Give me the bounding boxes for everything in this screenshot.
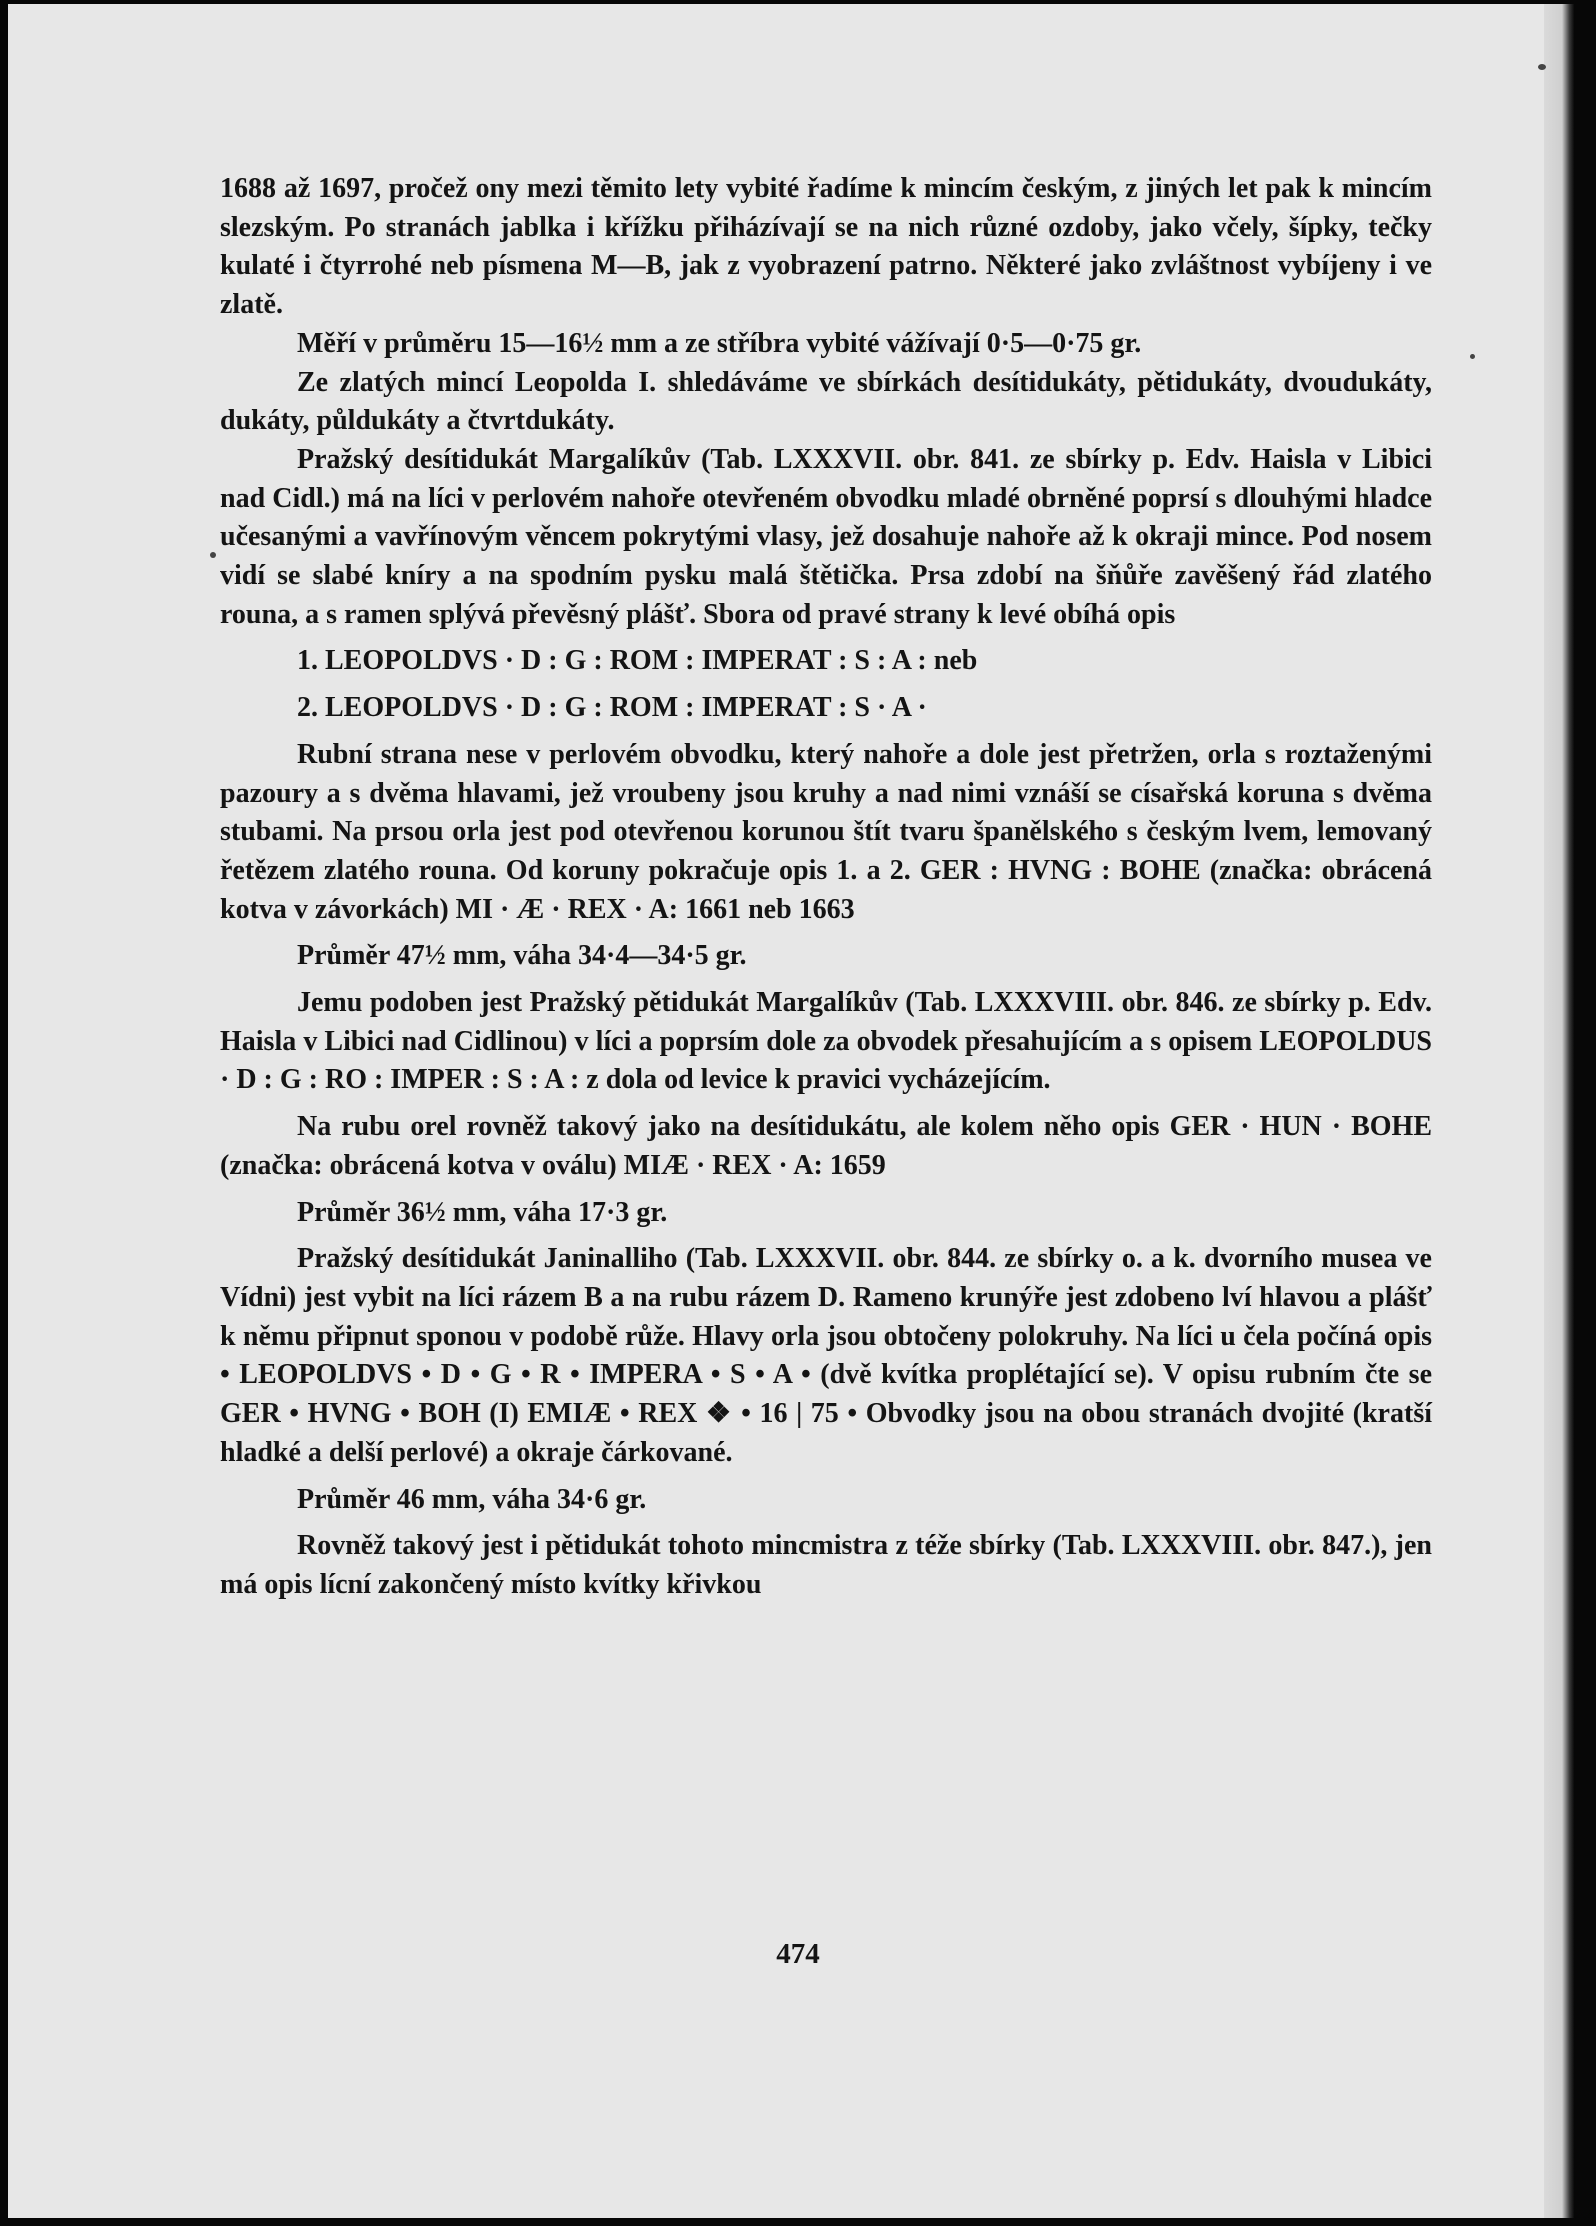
paragraph: Měří v průměru 15—16½ mm a ze stříbra vybité vážívají 0·5—0·75 gr. — [297, 327, 1142, 359]
paragraph: Rovněž takový jest i pětidukát tohoto mincmistra z téže sbírky (Tab. LXXXVIII. obr. 847.), jen má opis lícní zakončený místo kvítky křivkou — [220, 1530, 1432, 1600]
paragraph: Pražský desítidukát Margalíkův (Tab. LXXXVII. obr. 841. ze sbírky p. Edv. Haisla v Libici nad Cidl.) má na líci v perlovém nahoře otevřeném obvodku mladé obrněné poprsí s dlouhými hladce učesanými a vavřínovým věncem pokrytými vlasy, jež dosahuje nahoře až k okraji mince. Pod nosem vidí se slabé kníry a na spodním pysku malá štětička. Prsa zdobí na šňůře zavěšený řád zlatého rouna, a s ramen splývá převěsný plášť. Sbora od pravé strany k levé obíhá opis — [220, 443, 1432, 630]
inscription-line: 1. LEOPOLDVS · D : G : ROM : IMPERAT : S : A : neb — [297, 645, 978, 677]
speck — [210, 552, 216, 558]
text-column — [220, 170, 1432, 1605]
paragraph: Na rubu orel rovněž takový jako na desítidukátu, ale kolem něho opis GER · HUN · BOHE (značka: obrácená kotva v oválu) MIÆ · REX · A: 1659 — [220, 1111, 1432, 1181]
paragraph: Rubní strana nese v perlovém obvodku, který nahoře a dole jest přetržen, orla s roztaženými pazoury a s dvěma hlavami, jež vroubeny jsou kruhy a nad nimi vznáší se císařská koruna s dvěma stubami. Na prsou orla jest pod otevřenou korunou štít tvaru španělského s českým lvem, lemovaný řetězem zlatého rouna. Od koruny pokračuje opis 1. a 2. GER : HVNG : BOHE (značka: obrácená kotva v závorkách) MI · Æ · REX · A: 1661 neb 1663 — [220, 738, 1432, 925]
inscription-line: 2. LEOPOLDVS · D : G : ROM : IMPERAT : S · A · — [297, 692, 927, 724]
measurement-line: Průměr 47½ mm, váha 34·4—34·5 gr. — [297, 940, 747, 972]
paragraph: Pražský desítidukát Janinalliho (Tab. LXXXVII. obr. 844. ze sbírky o. a k. dvorního musea ve Vídni) jest vybit na líci rázem B a na rubu rázem D. Rameno krunýře jest zdobeno lví hlavou a plášť k němu připnut sponou v podobě růže. Hlavy orla jsou obtočeny polokruhy. Na líci u čela počíná opis • LEOPOLDVS • D • G • R • IMPERA • S • A • (dvě kvítka proplétající se). V opisu rubním čte se GER • HVNG • BOH (I) EMIÆ • REX ❖ • 16 | 75 • Obvodky jsou na obou stranách dvojité (kratší hladké a delší perlové) a okraje čárkované. — [220, 1243, 1432, 1468]
page-edge-shadow — [1544, 4, 1574, 2218]
speck — [1470, 354, 1475, 359]
measurement-line: Průměr 36½ mm, váha 17·3 gr. — [297, 1196, 668, 1228]
paragraph: Jemu podoben jest Pražský pětidukát Margalíkův (Tab. LXXXVIII. obr. 846. ze sbírky p. Edv. Haisla v Libici nad Cidlinou) v líci a poprsím dole za obvodek přesahujícím a s opisem LEOPOLDUS · D : G : RO : IMPER : S : A : z dola od levice k pravici vycházejícím. — [220, 987, 1432, 1096]
paragraph: Ze zlatých mincí Leopolda I. shledáváme ve sbírkách desítidukáty, pětidukáty, dvoudukáty, dukáty, půldukáty a čtvrtdukáty. — [220, 366, 1432, 437]
speck — [1538, 64, 1546, 70]
paragraph: 1688 až 1697, pročež ony mezi těmito lety vybité řadíme k mincím českým, z jiných let pak k mincím slezským. Po stranách jablka i křížku přiházívají se na nich různé ozdoby, jako včely, šípky, tečky kulaté i čtyrrohé neb písmena M—B, jak z vyobrazení patrno. Některé jako zvláštnost vybíjeny i ve zlatě. — [220, 173, 1432, 321]
measurement-line: Průměr 46 mm, váha 34·6 gr. — [297, 1483, 647, 1515]
page-number: 474 — [776, 1938, 820, 1970]
